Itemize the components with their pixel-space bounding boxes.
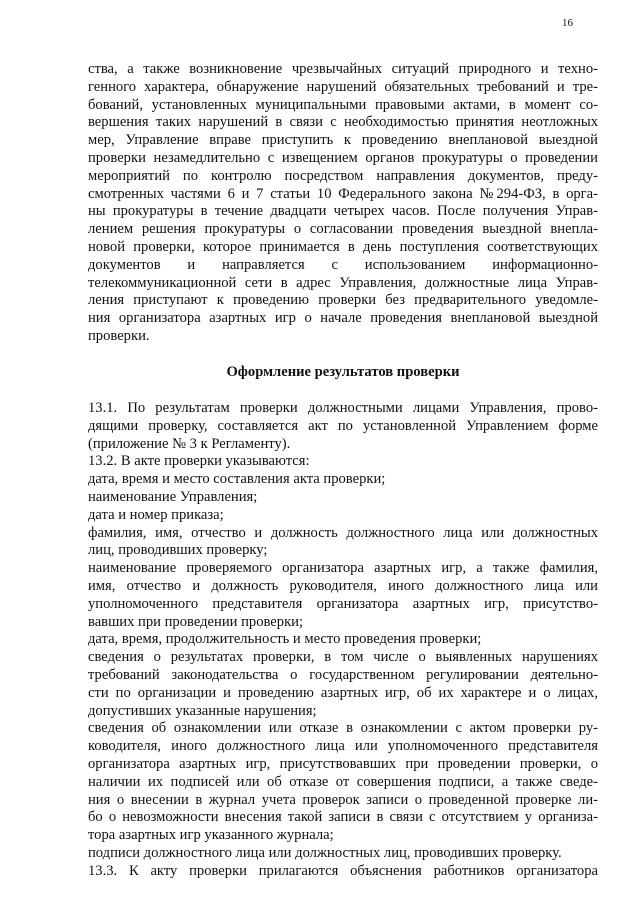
text-line: подписи должностного лица или должностных лиц, проводивших проверку. bbox=[88, 844, 562, 861]
text-line: требований законодательства о государственном регулировании деятельно- bbox=[88, 666, 598, 683]
text-line: дата, время, продолжительность и место проведения проверки; bbox=[88, 631, 482, 648]
text-line: 13.3. К акту проверки прилагаются объяснения работников организатора bbox=[88, 862, 598, 879]
text-line: ны прокуратуры в течение двадцати четырех часов. После получения Управ- bbox=[88, 203, 598, 220]
text-line: проверки незамедлительно с извещением органов прокуратуры о проведении bbox=[88, 149, 598, 166]
text-line: сведения о результатах проверки, в том числе о выявленных нарушениях bbox=[88, 649, 598, 666]
text-line: мер, Управление вправе приступить к проведению внеплановой выездной bbox=[88, 132, 598, 149]
text-line: уполномоченного представителя организатора азартных игр, присутство- bbox=[88, 595, 598, 612]
text-line: фамилия, имя, отчество и должность должностного лица или должностных bbox=[88, 524, 598, 541]
text-line: бо о невозможности внесения такой записи в связи с отсутствием у организа- bbox=[88, 809, 598, 826]
text-line: лением решения прокуратуры о согласовании проведения выездной внепла- bbox=[88, 221, 598, 238]
section-body bbox=[88, 400, 598, 881]
text-line: ления приступают к проведению проверки без предварительного уведомле- bbox=[88, 292, 598, 309]
text-line: дата и номер приказа; bbox=[88, 506, 224, 523]
text-line: смотренных частями 6 и 7 статьи 10 Федерального закона №294-ФЗ, в орга- bbox=[88, 185, 598, 202]
text-line: вершения таких нарушений в связи с необходимостью принятия неотложных bbox=[88, 114, 598, 131]
text-line: генного характера, обнаружение нарушений обязательных требований и тре- bbox=[88, 78, 598, 95]
text-line: дата, время и место составления акта проверки; bbox=[88, 471, 386, 488]
text-line: допустивших указанные нарушения; bbox=[88, 702, 317, 719]
text-line: лиц, проводивших проверку; bbox=[88, 542, 268, 559]
page-number: 16 bbox=[562, 17, 573, 29]
text-line: новой проверки, которое принимается в день поступления соответствующих bbox=[88, 238, 598, 255]
text-line: 13.1. По результатам проверки должностными лицами Управления, прово- bbox=[88, 400, 598, 416]
text-line: проверки. bbox=[88, 327, 150, 344]
text-line: наличии их подписей или об отказе от совершения подписи, а также сведе- bbox=[88, 773, 598, 790]
text-line: ства, а также возникновение чрезвычайных ситуаций природного и техно- bbox=[88, 61, 598, 77]
text-line: имя, отчество и должность руководителя, иного должностного лица или bbox=[88, 577, 598, 594]
text-line: ния о внесении в журнал учета проверок записи о проведенной проверке ли- bbox=[88, 791, 598, 808]
text-line: телекоммуникационной сети в адрес Управления, должностные лица Управ- bbox=[88, 274, 598, 291]
text-line: мероприятий по контролю посредством направления документов, преду- bbox=[88, 167, 598, 184]
text-line: наименование проверяемого организатора азартных игр, а также фамилия, bbox=[88, 560, 598, 577]
text-line: сти по организации и проведению азартных игр, об их характере и о лицах, bbox=[88, 684, 598, 701]
text-line: организатора азартных игр, присутствовавших при проведении проверки, о bbox=[88, 755, 598, 772]
text-line: документов и направляется с использованием информационно- bbox=[88, 256, 598, 273]
text-line: дящими проверку, составляется акт по установленной Управлением форме bbox=[88, 417, 598, 434]
text-line: ководителя, иного должностного лица или уполномоченного представителя bbox=[88, 738, 598, 755]
text-line: бований, установленных муниципальными правовыми актами, в момент со- bbox=[88, 96, 598, 113]
text-line: ния организатора азартных игр о начале проведения внеплановой выездной bbox=[88, 310, 598, 327]
text-line: 13.2. В акте проверки указываются: bbox=[88, 453, 310, 470]
text-line: сведения об ознакомлении или отказе в ознакомлении с актом проверки ру- bbox=[88, 720, 598, 737]
text-line: наименование Управления; bbox=[88, 488, 258, 505]
text-line: тора азартных игр указанного журнала; bbox=[88, 827, 334, 844]
paragraph-unscheduled-inspection bbox=[88, 61, 598, 346]
section-heading: Оформление результатов проверки bbox=[226, 364, 460, 380]
text-line: (приложение № 3 к Регламенту). bbox=[88, 435, 291, 452]
text-line: вавших при проведении проверки; bbox=[88, 613, 304, 630]
